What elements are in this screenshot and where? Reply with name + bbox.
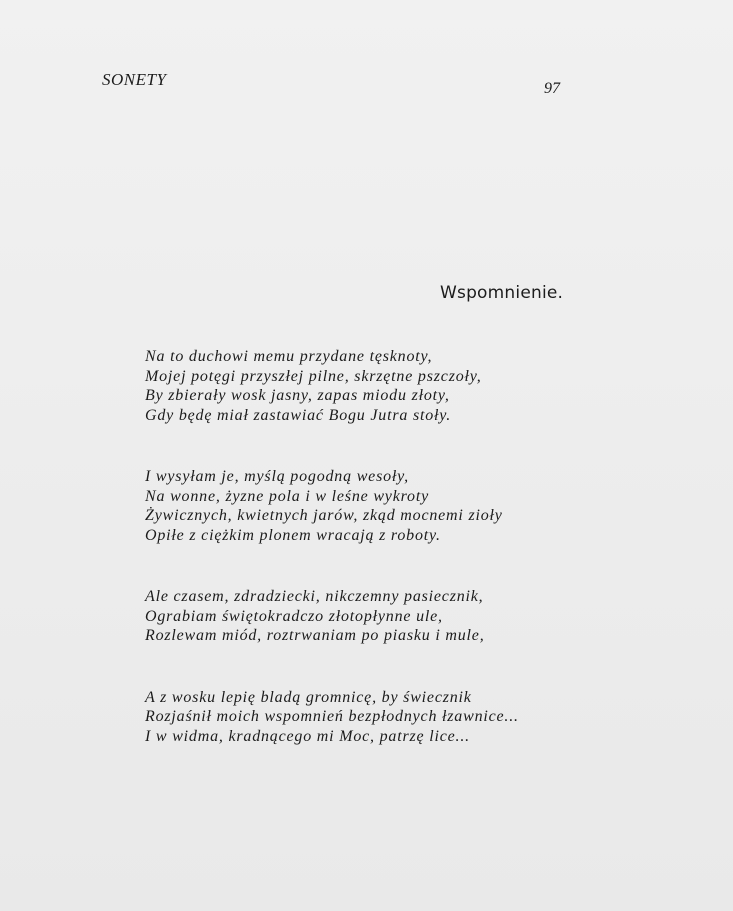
verse-line: A z wosku lepię bladą gromnicę, by świecznik: [145, 688, 472, 706]
verse-line: Na wonne, żyzne pola i w leśne wykroty: [145, 487, 429, 505]
verse-line: Ograbiam świętokradczo złotopłynne ule,: [145, 607, 443, 625]
running-head: SONETY: [102, 70, 167, 89]
verse-line: Gdy będę miał zastawiać Bogu Jutra stoły.: [145, 406, 452, 424]
poem-body: [145, 347, 575, 788]
verse-line: Rozlewam miód, roztrwaniam po piasku i mule,: [145, 627, 485, 644]
page-number: 97: [544, 80, 560, 97]
verse-line: By zbierały wosk jasny, zapas miodu złoty,: [145, 387, 450, 404]
stanza-1: [145, 347, 575, 425]
verse-line: I w widma, kradnącego mi Moc, patrzę lice...: [145, 727, 470, 745]
verse-line: I wysyłam je, myślą pogodną wesoły,: [145, 468, 409, 485]
verse-line: Opiłe z ciężkim plonem wracają z roboty.: [145, 526, 441, 544]
verse-line: Mojej potęgi przyszłej pilne, skrzętne pszczoły,: [145, 367, 482, 385]
verse-line: Żywicznych, kwietnych jarów, zkąd mocnemi zioły: [145, 507, 503, 524]
verse-line: Rozjaśnił moich wspomnień bezpłodnych łzawnice...: [145, 708, 519, 725]
stanza-4: [145, 688, 575, 747]
verse-line: Na to duchowi memu przydane tęsknoty,: [145, 348, 433, 365]
verse-line: Ale czasem, zdradziecki, nikczemny pasiecznik,: [145, 588, 484, 605]
stanza-3: [145, 587, 575, 646]
stanza-2: [145, 467, 575, 545]
poem-title: Wspomnienie.: [440, 283, 564, 303]
